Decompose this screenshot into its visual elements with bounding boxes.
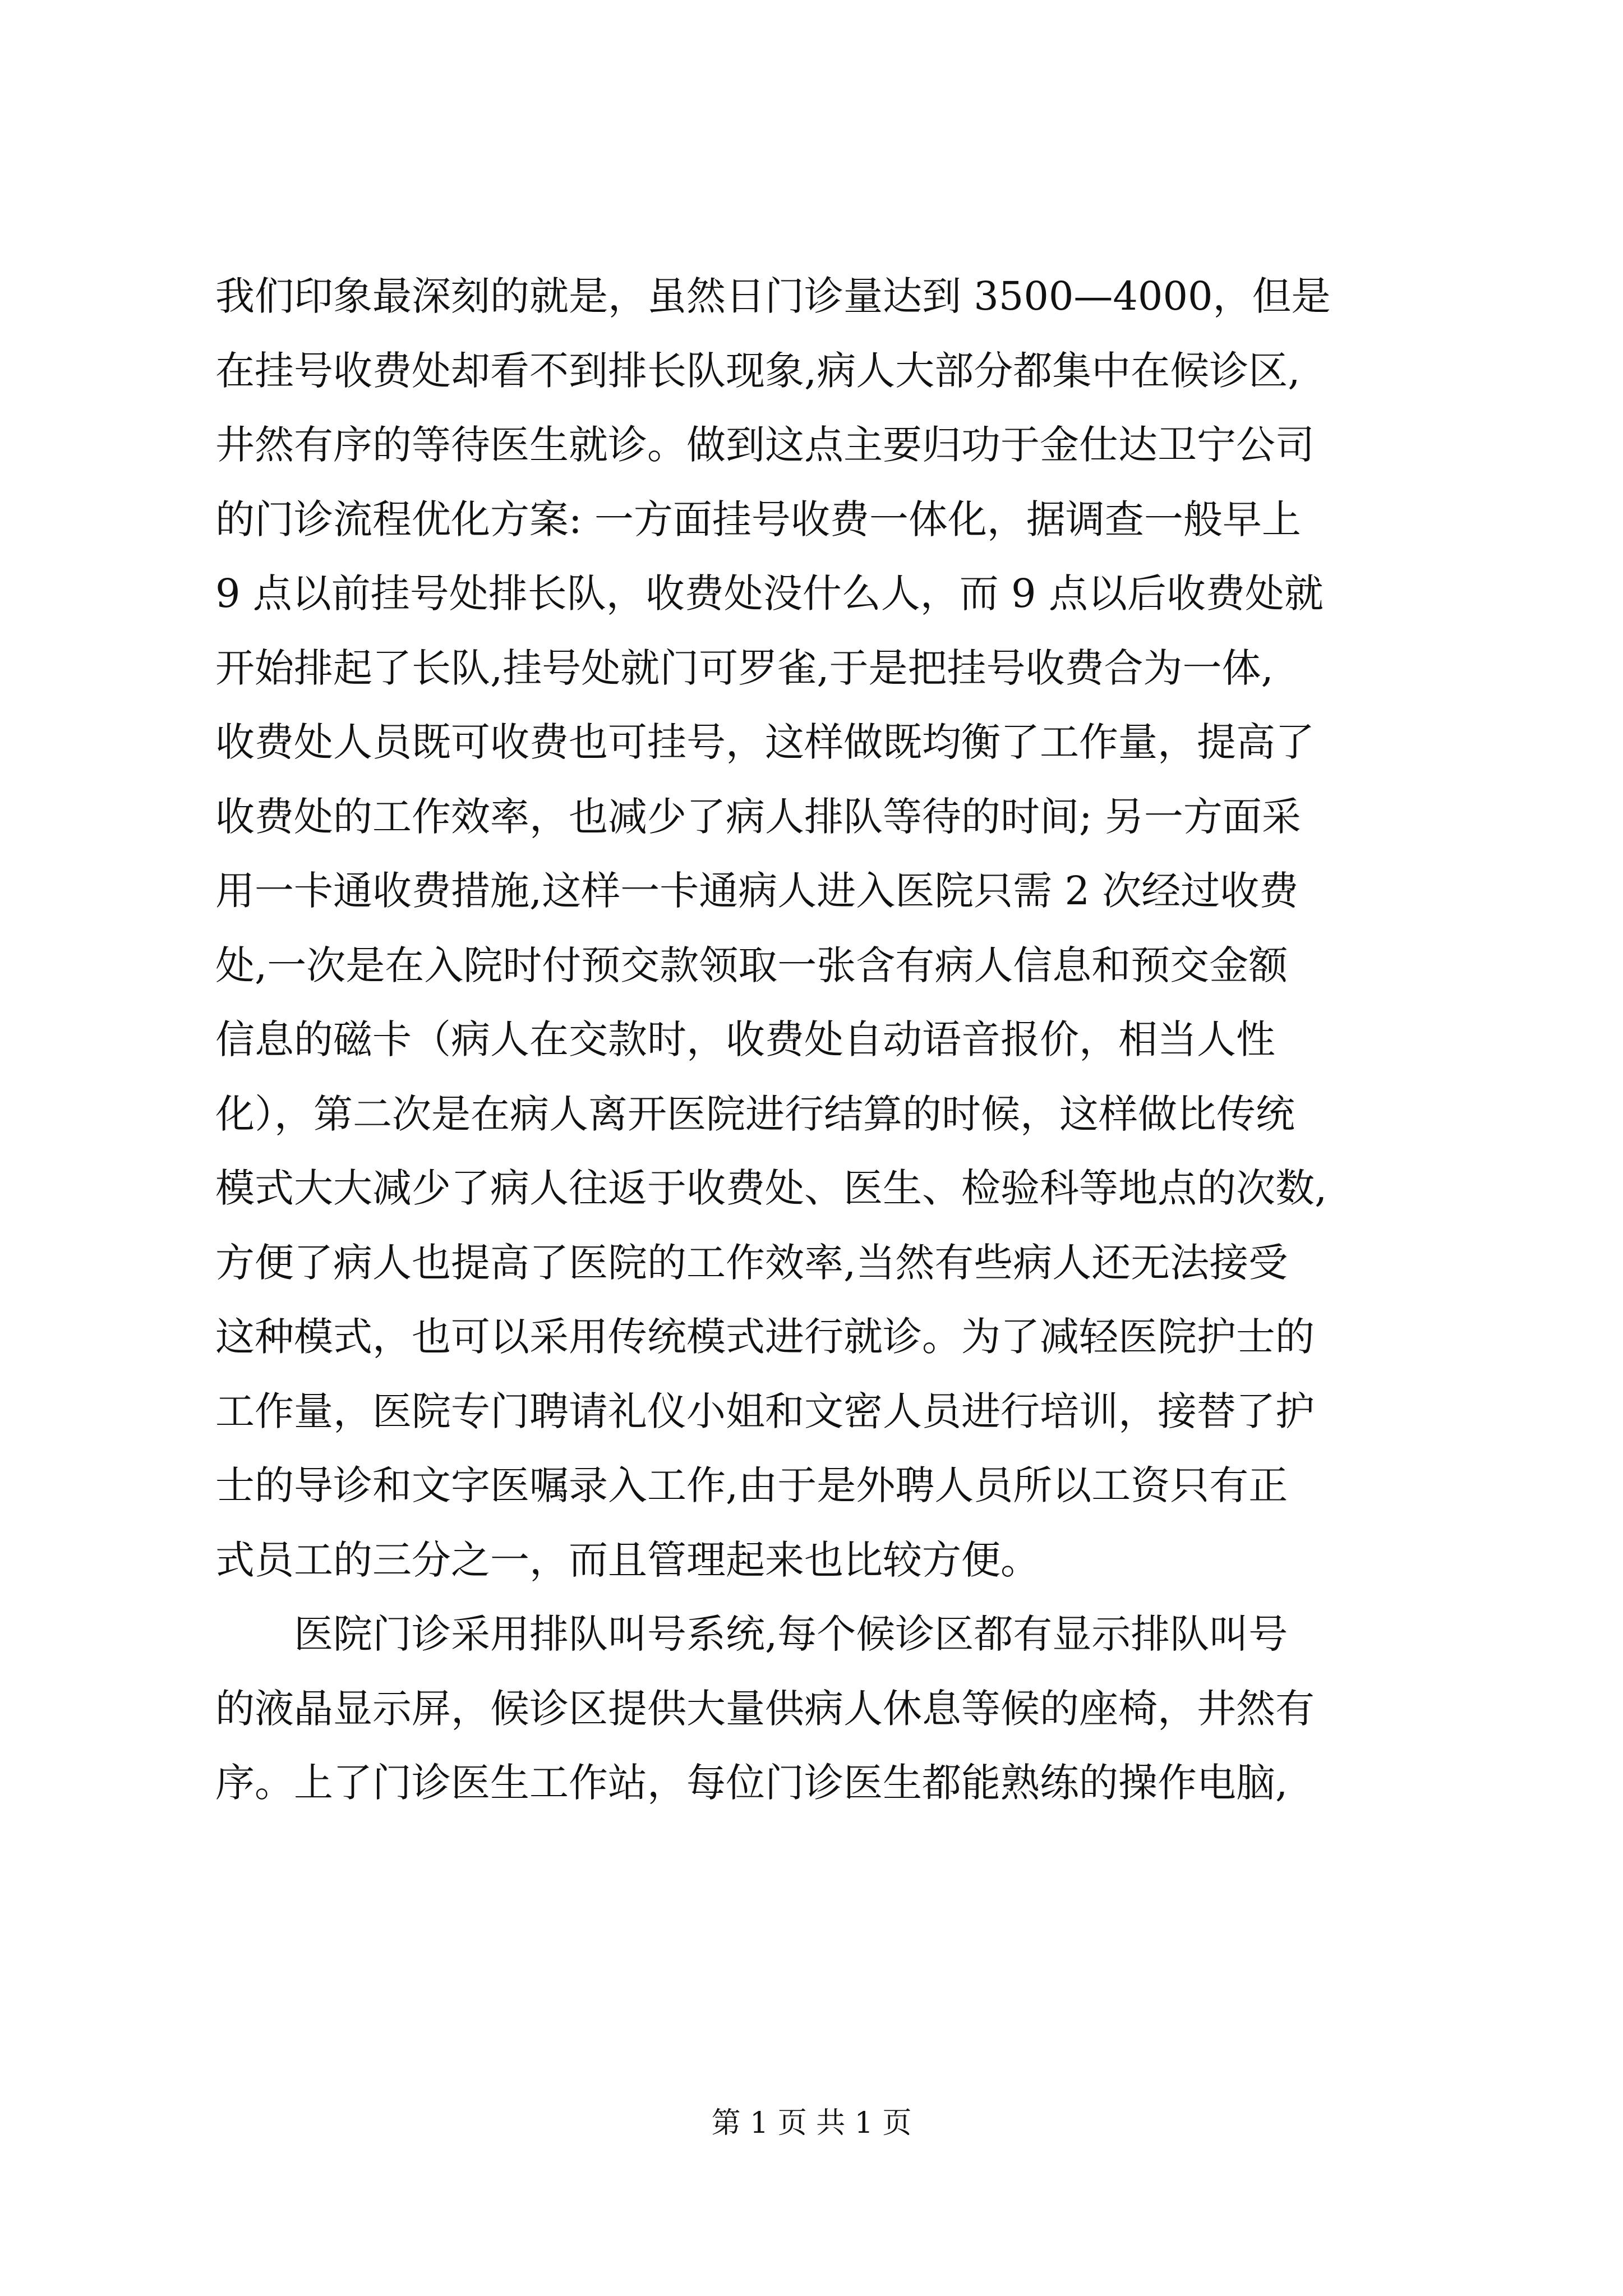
text-line: 的门诊流程优化方案: 一方面挂号收费一体化，据调查一般早上 bbox=[215, 496, 1301, 542]
text-line: 式员工的三分之一，而且管理起来也比较方便。 bbox=[215, 1536, 1040, 1583]
text-line: 开始排起了长队,挂号处就门可罗雀,于是把挂号收费合为一体, bbox=[215, 645, 1274, 691]
text-line: 收费处人员既可收费也可挂号，这样做既均衡了工作量，提高了 bbox=[215, 719, 1315, 765]
text-line: 我们印象最深刻的就是，虽然日门诊量达到 3500—4000，但是 bbox=[215, 273, 1331, 319]
text-line: 信息的磁卡（病人在交款时，收费处自动语音报价，相当人性 bbox=[215, 1016, 1275, 1062]
text-line: 士的导诊和文字医嘱录入工作,由于是外聘人员所以工资只有正 bbox=[215, 1462, 1288, 1508]
text-line: 收费处的工作效率，也减少了病人排队等待的时间; 另一方面采 bbox=[215, 793, 1301, 840]
text-line: 处,一次是在入院时付预交款领取一张含有病人信息和预交金额 bbox=[215, 942, 1288, 988]
text-line: 井然有序的等待医生就诊。做到这点主要归功于金仕达卫宁公司 bbox=[215, 422, 1315, 468]
text-line: 9 点以前挂号处排长队，收费处没什么人，而 9 点以后收费处就 bbox=[215, 570, 1324, 616]
text-line: 这种模式，也可以采用传统模式进行就诊。为了减轻医院护士的 bbox=[215, 1314, 1315, 1360]
text-line: 工作量，医院专门聘请礼仪小姐和文密人员进行培训，接替了护 bbox=[215, 1388, 1315, 1434]
text-line: 用一卡通收费措施,这样一卡通病人进入医院只需 2 次经过收费 bbox=[215, 868, 1299, 914]
text-line: 序。上了门诊医生工作站，每位门诊医生都能熟练的操作电脑, bbox=[215, 1760, 1288, 1806]
text-line: 化），第二次是在病人离开医院进行结算的时候，这样做比传统 bbox=[215, 1091, 1295, 1137]
text-line: 方便了病人也提高了医院的工作效率,当然有些病人还无法接受 bbox=[215, 1239, 1288, 1286]
text-line: 在挂号收费处却看不到排长队现象,病人大部分都集中在候诊区, bbox=[215, 347, 1301, 394]
text-line: 模式大大减少了病人往返于收费处、医生、检验科等地点的次数, bbox=[215, 1165, 1327, 1211]
page-number-footer: 第 1 页 共 1 页 bbox=[711, 2106, 912, 2140]
body-text bbox=[215, 269, 1421, 1830]
text-line: 的液晶显示屏，候诊区提供大量供病人休息等候的座椅，井然有 bbox=[215, 1685, 1315, 1732]
text-line: 医院门诊采用排队叫号系统,每个候诊区都有显示排队叫号 bbox=[215, 1611, 1288, 1657]
